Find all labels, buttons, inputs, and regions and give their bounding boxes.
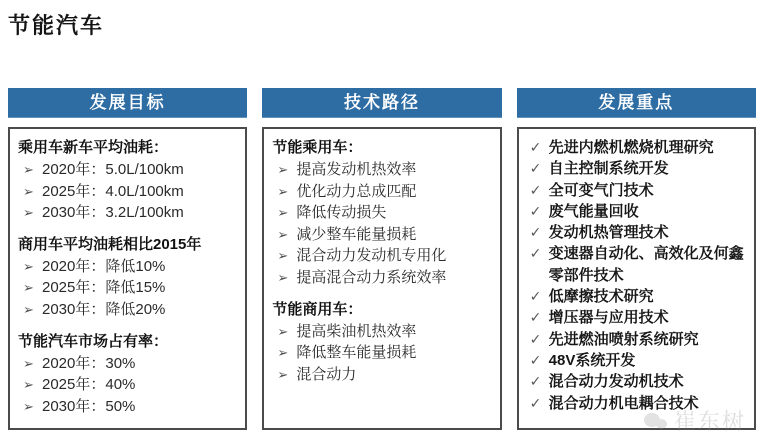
list-item-text: 减少整车能量损耗 xyxy=(296,225,417,243)
section-market-share xyxy=(18,331,240,418)
list-item xyxy=(272,245,494,267)
check-icon: ✓ xyxy=(529,309,542,326)
list-item-text: 提高柴油机热效率 xyxy=(296,322,417,340)
list-item-text: 优化动力总成匹配 xyxy=(296,182,417,200)
list-item-text: 先进内燃机燃烧机理研究 xyxy=(548,139,714,156)
list-item xyxy=(18,256,240,278)
section-passenger-fuel xyxy=(18,137,240,224)
check-icon: ✓ xyxy=(529,160,542,177)
section-passenger-tech xyxy=(272,137,494,289)
section-heading: 节能乘用车： xyxy=(272,139,363,156)
check-icon: ✓ xyxy=(529,224,542,241)
section-commercial-fuel xyxy=(18,234,240,321)
check-icon: ✓ xyxy=(529,181,542,198)
list-item-text: 2025年：降低15% xyxy=(42,279,166,297)
check-icon: ✓ xyxy=(529,288,542,305)
list-item xyxy=(527,201,749,222)
check-icon: ✓ xyxy=(529,139,542,155)
list-item-text: 2030年：50% xyxy=(42,397,136,415)
list-item xyxy=(18,277,240,299)
list-item-text: 2020年：30% xyxy=(42,354,136,372)
column-header-tech-path: 技术路径 xyxy=(262,88,501,118)
list-item xyxy=(272,159,494,181)
list-item xyxy=(272,342,494,364)
list-item xyxy=(527,371,749,392)
list-item-text: 增压器与应用技术 xyxy=(548,309,669,327)
list-item-text: 2030年：降低20% xyxy=(42,300,166,318)
list-item xyxy=(272,364,494,386)
section-heading: 节能商用车： xyxy=(272,300,363,318)
section-commercial-tech xyxy=(272,299,494,386)
list-item xyxy=(272,202,494,224)
arrow-bullet-icon: ➢ xyxy=(277,205,289,221)
section-heading: 商用车平均油耗相比2015年 xyxy=(18,235,202,253)
arrow-bullet-icon: ➢ xyxy=(23,205,34,221)
list-item xyxy=(18,374,240,396)
arrow-bullet-icon: ➢ xyxy=(277,345,289,361)
column-box-focus xyxy=(517,127,756,430)
list-item-text: 混合动力发动机技术 xyxy=(548,373,684,391)
arrow-bullet-icon: ➢ xyxy=(23,258,34,274)
list-item-text: 2030年：3.2L/100km xyxy=(42,204,184,222)
list-item xyxy=(527,158,749,179)
check-icon: ✓ xyxy=(529,245,542,262)
list-item xyxy=(527,393,749,414)
list-item-text: 2025年：40% xyxy=(42,376,136,394)
list-item-text: 废气能量回收 xyxy=(548,202,639,220)
list-item-text: 降低传动损失 xyxy=(296,204,387,222)
arrow-bullet-icon: ➢ xyxy=(277,366,289,382)
arrow-bullet-icon: ➢ xyxy=(277,323,289,339)
list-item-text: 2020年：5.0L/100km xyxy=(42,161,184,178)
arrow-bullet-icon: ➢ xyxy=(277,269,289,285)
list-item xyxy=(18,396,240,418)
arrow-bullet-icon: ➢ xyxy=(23,398,34,414)
arrow-bullet-icon: ➢ xyxy=(23,280,34,296)
list-item xyxy=(527,307,749,328)
list-item-text: 混合动力 xyxy=(296,365,357,383)
list-item xyxy=(272,224,494,246)
check-icon: ✓ xyxy=(529,394,542,411)
list-item xyxy=(272,181,494,203)
arrow-bullet-icon: ➢ xyxy=(23,301,34,317)
arrow-bullet-icon: ➢ xyxy=(23,377,34,393)
check-icon: ✓ xyxy=(529,351,542,368)
section-heading: 节能汽车市场占有率： xyxy=(18,332,169,350)
arrow-bullet-icon: ➢ xyxy=(23,183,34,199)
list-item xyxy=(18,202,240,224)
list-item-text: 全可变气门技术 xyxy=(548,181,654,199)
section-heading: 乘用车新车平均油耗： xyxy=(18,139,169,156)
list-item xyxy=(527,243,749,286)
list-item-text: 发动机热管理技术 xyxy=(548,224,669,242)
column-goals xyxy=(8,88,247,430)
arrow-bullet-icon: ➢ xyxy=(277,162,289,177)
list-item-text: 降低整车能量损耗 xyxy=(296,344,417,362)
list-item xyxy=(18,159,240,181)
list-item xyxy=(527,350,749,371)
list-item-text: 48V系统开发 xyxy=(548,351,636,369)
list-item xyxy=(527,180,749,201)
list-item-text: 变速器自动化、高效化及何鑫零部件技术 xyxy=(548,245,744,284)
column-box-goals xyxy=(8,127,247,430)
list-item-text: 2025年：4.0L/100km xyxy=(42,182,184,200)
list-item-text: 混合动力发动机专用化 xyxy=(296,247,447,265)
list-item xyxy=(272,267,494,289)
columns-row xyxy=(8,88,756,430)
list-item xyxy=(527,286,749,307)
arrow-bullet-icon: ➢ xyxy=(277,183,289,199)
column-tech-path xyxy=(262,88,501,430)
arrow-bullet-icon: ➢ xyxy=(277,248,289,264)
list-item xyxy=(18,353,240,375)
arrow-bullet-icon: ➢ xyxy=(23,162,34,177)
list-item-text: 提高混合动力系统效率 xyxy=(296,268,447,286)
column-box-tech-path xyxy=(262,127,501,430)
arrow-bullet-icon: ➢ xyxy=(23,355,34,371)
column-header-goals: 发展目标 xyxy=(8,88,247,118)
list-item xyxy=(272,321,494,343)
watermark-text: 崔东树 xyxy=(673,409,746,434)
list-item xyxy=(18,181,240,203)
list-item xyxy=(527,222,749,243)
check-icon: ✓ xyxy=(529,330,542,347)
list-item-text: 混合动力机电耦合技术 xyxy=(548,394,699,412)
list-item xyxy=(527,329,749,350)
check-icon: ✓ xyxy=(529,202,542,219)
list-item-text: 2020年：降低10% xyxy=(42,257,166,275)
page-title: 节能汽车 xyxy=(8,13,105,38)
list-item xyxy=(527,137,749,158)
list-item-text: 先进燃油喷射系统研究 xyxy=(548,330,699,348)
list-item-text: 提高发动机热效率 xyxy=(296,161,417,178)
check-icon: ✓ xyxy=(529,373,542,390)
column-focus xyxy=(517,88,756,430)
list-item xyxy=(18,299,240,321)
arrow-bullet-icon: ➢ xyxy=(277,226,289,242)
list-item-text: 低摩擦技术研究 xyxy=(548,288,654,306)
list-item-text: 自主控制系统开发 xyxy=(548,160,669,178)
column-header-focus: 发展重点 xyxy=(517,88,756,118)
